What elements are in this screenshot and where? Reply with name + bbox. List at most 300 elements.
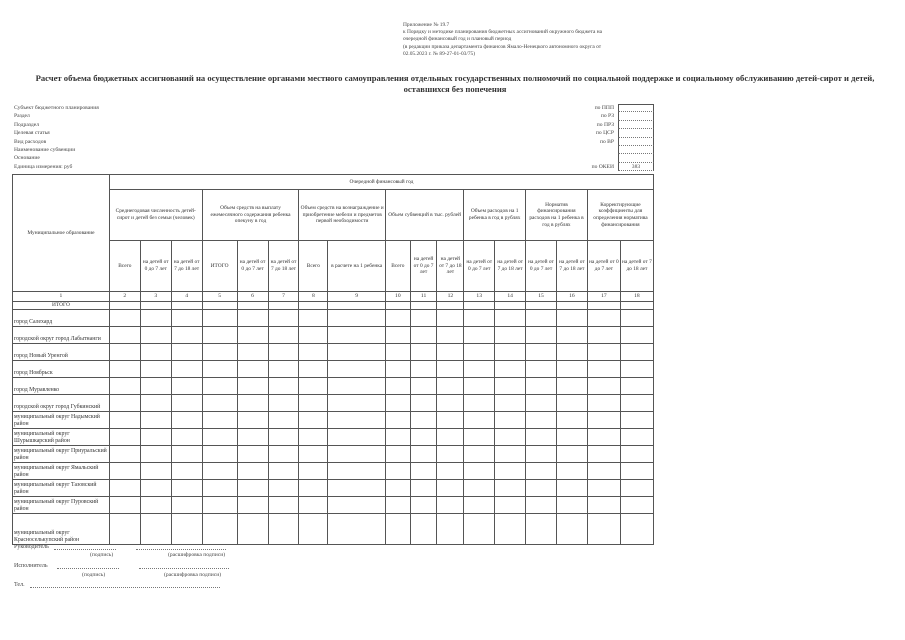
column-number: 7 (268, 292, 299, 302)
table-cell[interactable] (495, 378, 526, 395)
table-cell[interactable] (268, 412, 299, 429)
table-cell[interactable] (268, 446, 299, 463)
table-cell[interactable] (437, 480, 464, 497)
table-cell[interactable] (109, 412, 140, 429)
table-cell[interactable] (464, 514, 495, 545)
table-cell[interactable] (526, 429, 557, 446)
table-cell[interactable] (237, 446, 268, 463)
table-cell[interactable] (437, 412, 464, 429)
meta-code-box (618, 154, 654, 162)
meta-code: по ОКЕИ (591, 163, 614, 170)
table-cell[interactable] (437, 310, 464, 327)
table-cell[interactable] (587, 497, 620, 514)
table-cell[interactable] (171, 497, 202, 514)
subheader-age0-7: на детей от 0 до 7 лет (237, 241, 268, 292)
table-cell[interactable] (495, 310, 526, 327)
table-cell[interactable] (495, 446, 526, 463)
table-cell[interactable] (587, 302, 620, 310)
table-cell[interactable] (410, 361, 437, 378)
table-cell[interactable] (140, 344, 171, 361)
table-row (13, 514, 654, 545)
table-cell[interactable] (171, 412, 202, 429)
table-cell[interactable] (385, 310, 410, 327)
column-number: 16 (556, 292, 587, 302)
table-cell[interactable] (556, 302, 587, 310)
table-cell[interactable] (620, 480, 653, 497)
table-cell[interactable] (620, 395, 653, 412)
executor-signature-line[interactable] (57, 568, 119, 569)
table-cell[interactable] (202, 480, 237, 497)
annex-line: к Порядку и методике планирования бюджетных ассигнований окружного бюджета на (403, 29, 602, 36)
table-cell[interactable] (299, 361, 328, 378)
table-cell[interactable] (328, 361, 386, 378)
table-cell[interactable] (237, 327, 268, 344)
table-cell[interactable] (385, 480, 410, 497)
table-cell[interactable] (237, 497, 268, 514)
meta-code-box (618, 146, 654, 154)
table-cell[interactable] (495, 412, 526, 429)
table-cell[interactable] (464, 310, 495, 327)
table-cell[interactable] (140, 310, 171, 327)
table-cell[interactable] (587, 361, 620, 378)
table-cell[interactable] (437, 463, 464, 480)
table-cell[interactable] (140, 412, 171, 429)
table-cell[interactable] (171, 302, 202, 310)
table-cell[interactable] (299, 463, 328, 480)
table-cell[interactable] (495, 361, 526, 378)
meta-row (14, 129, 654, 137)
table-cell[interactable] (526, 378, 557, 395)
table-cell[interactable] (464, 395, 495, 412)
head-label: Руководитель (14, 544, 49, 550)
table-cell[interactable] (620, 378, 653, 395)
table-row (13, 327, 654, 344)
table-cell[interactable] (556, 446, 587, 463)
meta-label: Единица измерения: руб (14, 163, 73, 170)
table-cell[interactable] (202, 378, 237, 395)
meta-label: Субъект бюджетного планирования (14, 105, 99, 111)
table-cell[interactable] (109, 463, 140, 480)
meta-row (14, 154, 654, 162)
table-cell[interactable] (620, 514, 653, 545)
table-cell[interactable] (328, 310, 386, 327)
table-cell[interactable] (526, 327, 557, 344)
table-cell[interactable] (526, 361, 557, 378)
table-cell[interactable] (495, 480, 526, 497)
table-cell[interactable] (237, 302, 268, 310)
table-cell[interactable] (620, 361, 653, 378)
table-cell[interactable] (202, 344, 237, 361)
column-number: 14 (495, 292, 526, 302)
table-cell[interactable] (140, 514, 171, 545)
phone-input-line[interactable] (30, 587, 220, 588)
table-cell[interactable] (437, 327, 464, 344)
header-fiscal-year: Очередной финансовый год (109, 175, 653, 190)
table-cell[interactable] (437, 378, 464, 395)
table-cell[interactable] (437, 344, 464, 361)
table-cell[interactable] (556, 395, 587, 412)
table-cell[interactable] (109, 429, 140, 446)
table-cell[interactable] (328, 302, 386, 310)
table-cell[interactable] (495, 327, 526, 344)
table-cell[interactable] (526, 412, 557, 429)
table-cell[interactable] (299, 302, 328, 310)
subheader-age0-7: на детей от 0 до 7 лет (587, 241, 620, 292)
table-cell[interactable] (620, 327, 653, 344)
meta-code-box (618, 112, 654, 120)
table-cell[interactable] (237, 429, 268, 446)
table-cell[interactable] (328, 412, 386, 429)
table-cell[interactable] (556, 463, 587, 480)
table-cell[interactable] (437, 446, 464, 463)
table-cell[interactable] (328, 480, 386, 497)
table-cell[interactable] (526, 446, 557, 463)
table-cell[interactable] (385, 446, 410, 463)
table-cell[interactable] (437, 497, 464, 514)
table-cell[interactable] (495, 497, 526, 514)
table-cell[interactable] (556, 480, 587, 497)
table-cell[interactable] (268, 302, 299, 310)
table-row (13, 429, 654, 446)
table-cell[interactable] (556, 344, 587, 361)
table-cell[interactable] (385, 395, 410, 412)
row-municipality-name: город Новый Уренгой (13, 344, 110, 361)
meta-label: Вид расходов (14, 138, 47, 145)
table-cell[interactable] (620, 463, 653, 480)
table-cell[interactable] (202, 514, 237, 545)
table-cell[interactable] (202, 463, 237, 480)
table-cell[interactable] (437, 395, 464, 412)
table-cell[interactable] (587, 412, 620, 429)
table-cell[interactable] (202, 327, 237, 344)
table-cell[interactable] (464, 429, 495, 446)
table-cell[interactable] (140, 497, 171, 514)
table-cell[interactable] (620, 310, 653, 327)
table-cell[interactable] (385, 463, 410, 480)
table-cell[interactable] (620, 446, 653, 463)
table-cell[interactable] (464, 412, 495, 429)
table-row (13, 497, 654, 514)
table-cell[interactable] (556, 514, 587, 545)
table-cell[interactable] (299, 327, 328, 344)
table-cell[interactable] (237, 395, 268, 412)
table-cell[interactable] (237, 344, 268, 361)
table-cell[interactable] (385, 302, 410, 310)
table-cell[interactable] (587, 344, 620, 361)
column-number: 12 (437, 292, 464, 302)
table-cell[interactable] (109, 514, 140, 545)
table-cell[interactable] (556, 310, 587, 327)
table-cell[interactable] (587, 327, 620, 344)
table-cell[interactable] (620, 344, 653, 361)
table-cell[interactable] (495, 344, 526, 361)
column-number: 13 (464, 292, 495, 302)
phone-label: Тел. (14, 582, 25, 588)
table-cell[interactable] (237, 310, 268, 327)
table-cell[interactable] (410, 378, 437, 395)
subheader-age0-7: на детей от 0 до 7 лет (464, 241, 495, 292)
table-cell[interactable] (140, 480, 171, 497)
column-number: 11 (410, 292, 437, 302)
table-cell[interactable] (171, 344, 202, 361)
table-cell[interactable] (171, 463, 202, 480)
table-cell[interactable] (385, 514, 410, 545)
table-cell[interactable] (140, 378, 171, 395)
table-cell[interactable] (410, 514, 437, 545)
table-cell[interactable] (587, 514, 620, 545)
table-cell[interactable] (299, 412, 328, 429)
table-cell[interactable] (587, 480, 620, 497)
table-cell[interactable] (587, 429, 620, 446)
table-cell[interactable] (202, 395, 237, 412)
table-cell[interactable] (410, 480, 437, 497)
table-cell[interactable] (410, 344, 437, 361)
meta-code-box: 383 (618, 163, 654, 171)
row-municipality-name: город Салехард (13, 310, 110, 327)
table-cell[interactable] (202, 361, 237, 378)
table-cell[interactable] (385, 412, 410, 429)
table-cell[interactable] (410, 446, 437, 463)
table-cell[interactable] (385, 378, 410, 395)
subheader-age7-18: на детей от 7 до 18 лет (556, 241, 587, 292)
table-cell[interactable] (410, 412, 437, 429)
table-cell[interactable] (464, 446, 495, 463)
table-cell[interactable] (299, 395, 328, 412)
subheader-age7-18: на детей от 7 до 18 лет (495, 241, 526, 292)
table-cell[interactable] (556, 497, 587, 514)
meta-row (14, 104, 654, 112)
table-cell[interactable] (202, 497, 237, 514)
table-cell[interactable] (299, 446, 328, 463)
table-cell[interactable] (171, 514, 202, 545)
table-cell[interactable] (268, 480, 299, 497)
table-cell[interactable] (620, 302, 653, 310)
head-signature-line[interactable] (54, 549, 116, 550)
table-cell[interactable] (268, 429, 299, 446)
table-cell[interactable] (587, 310, 620, 327)
table-cell[interactable] (587, 463, 620, 480)
table-cell[interactable] (385, 344, 410, 361)
table-cell[interactable] (171, 361, 202, 378)
head-decode-line[interactable] (136, 549, 226, 550)
table-cell[interactable] (587, 395, 620, 412)
subheader-all: Всего (385, 241, 410, 292)
table-cell[interactable] (140, 463, 171, 480)
table-row (13, 310, 654, 327)
table-cell[interactable] (464, 497, 495, 514)
table-cell[interactable] (171, 310, 202, 327)
table-cell[interactable] (237, 412, 268, 429)
table-cell[interactable] (140, 429, 171, 446)
table-cell[interactable] (526, 463, 557, 480)
table-cell[interactable] (268, 327, 299, 344)
table-cell[interactable] (328, 378, 386, 395)
table-cell[interactable] (171, 480, 202, 497)
table-cell[interactable] (109, 361, 140, 378)
table-cell[interactable] (140, 446, 171, 463)
table-cell[interactable] (328, 446, 386, 463)
table-cell[interactable] (268, 310, 299, 327)
table-cell[interactable] (109, 480, 140, 497)
table-cell[interactable] (299, 310, 328, 327)
table-cell[interactable] (237, 463, 268, 480)
subheader-age7-18: на детей от 7 до 18 лет (437, 241, 464, 292)
table-cell[interactable] (268, 514, 299, 545)
table-cell[interactable] (109, 378, 140, 395)
table-cell[interactable] (237, 378, 268, 395)
table-cell[interactable] (268, 395, 299, 412)
table-cell[interactable] (268, 378, 299, 395)
table-cell[interactable] (109, 395, 140, 412)
table-cell[interactable] (556, 412, 587, 429)
table-cell[interactable] (495, 302, 526, 310)
table-cell[interactable] (410, 463, 437, 480)
table-row (13, 344, 654, 361)
table-cell[interactable] (328, 463, 386, 480)
table-cell[interactable] (464, 344, 495, 361)
meta-label: Раздел (14, 113, 30, 120)
column-number: 5 (202, 292, 237, 302)
table-cell[interactable] (237, 514, 268, 545)
table-cell[interactable] (620, 429, 653, 446)
table-cell[interactable] (171, 446, 202, 463)
table-cell[interactable] (526, 497, 557, 514)
table-cell[interactable] (268, 463, 299, 480)
table-cell[interactable] (464, 361, 495, 378)
table-cell[interactable] (109, 344, 140, 361)
table-cell[interactable] (587, 378, 620, 395)
table-cell[interactable] (526, 514, 557, 545)
table-cell[interactable] (299, 497, 328, 514)
table-cell[interactable] (328, 429, 386, 446)
table-cell[interactable] (495, 463, 526, 480)
table-cell[interactable] (526, 302, 557, 310)
table-cell[interactable] (464, 463, 495, 480)
meta-label: Основание (14, 155, 40, 162)
table-cell[interactable] (556, 378, 587, 395)
table-cell[interactable] (464, 327, 495, 344)
table-cell[interactable] (109, 446, 140, 463)
executor-signature-caption: (подпись) (82, 572, 106, 578)
table-cell[interactable] (171, 429, 202, 446)
table-cell[interactable] (620, 412, 653, 429)
table-cell[interactable] (464, 480, 495, 497)
meta-label: Подраздел (14, 121, 40, 128)
table-cell[interactable] (556, 429, 587, 446)
row-municipality-name: городской округ город Лабытнанги (13, 327, 110, 344)
table-cell[interactable] (328, 514, 386, 545)
table-cell[interactable] (140, 327, 171, 344)
table-cell[interactable] (526, 395, 557, 412)
table-cell[interactable] (109, 497, 140, 514)
table-cell[interactable] (620, 497, 653, 514)
table-cell[interactable] (410, 429, 437, 446)
meta-label: Целевая статья (14, 130, 50, 137)
meta-code: по ППП (594, 105, 614, 111)
table-cell[interactable] (437, 429, 464, 446)
table-cell[interactable] (410, 327, 437, 344)
table-cell[interactable] (299, 480, 328, 497)
table-row (13, 361, 654, 378)
table-cell[interactable] (268, 497, 299, 514)
table-cell[interactable] (140, 395, 171, 412)
head-signature-caption: (подпись) (90, 552, 114, 558)
table-cell[interactable] (328, 327, 386, 344)
table-cell[interactable] (268, 344, 299, 361)
meta-block (14, 104, 654, 171)
table-cell[interactable] (109, 310, 140, 327)
table-cell[interactable] (328, 395, 386, 412)
row-municipality-name: муниципальный округ Тазовский район (13, 480, 110, 497)
table-cell[interactable] (410, 310, 437, 327)
table-cell[interactable] (556, 361, 587, 378)
executor-decode-line[interactable] (139, 568, 229, 569)
table-cell[interactable] (140, 302, 171, 310)
table-cell[interactable] (109, 302, 140, 310)
table-cell[interactable] (171, 395, 202, 412)
table-cell[interactable] (237, 361, 268, 378)
table-cell[interactable] (299, 378, 328, 395)
table-cell[interactable] (495, 395, 526, 412)
table-cell[interactable] (495, 514, 526, 545)
table-cell[interactable] (464, 302, 495, 310)
table-cell[interactable] (385, 429, 410, 446)
column-number: 2 (109, 292, 140, 302)
subheader-age0-7: на детей от 0 до 7 лет (410, 241, 437, 292)
table-cell[interactable] (299, 514, 328, 545)
table-cell[interactable] (202, 446, 237, 463)
table-cell[interactable] (526, 480, 557, 497)
table-cell[interactable] (437, 302, 464, 310)
header-group: Объем средств на выплату ежемесячного содержания ребенка опекуну в год (202, 190, 299, 241)
table-cell[interactable] (526, 344, 557, 361)
table-cell[interactable] (385, 361, 410, 378)
table-cell[interactable] (202, 412, 237, 429)
row-municipality-name: муниципальный округ Шурышкарский район (13, 429, 110, 446)
table-cell[interactable] (328, 497, 386, 514)
table-cell[interactable] (385, 497, 410, 514)
table-cell[interactable] (495, 429, 526, 446)
meta-code-box (618, 129, 654, 137)
table-cell[interactable] (410, 302, 437, 310)
table-cell[interactable] (140, 361, 171, 378)
table-cell[interactable] (202, 302, 237, 310)
table-cell[interactable] (526, 310, 557, 327)
table-row (13, 463, 654, 480)
table-cell[interactable] (410, 395, 437, 412)
row-municipality-name: городской округ город Губкинский (13, 395, 110, 412)
table-cell[interactable] (328, 344, 386, 361)
table-cell[interactable] (237, 480, 268, 497)
table-cell[interactable] (385, 327, 410, 344)
table-cell[interactable] (464, 378, 495, 395)
table-cell[interactable] (437, 361, 464, 378)
table-cell[interactable] (587, 446, 620, 463)
table-cell[interactable] (202, 310, 237, 327)
table-cell[interactable] (171, 378, 202, 395)
table-cell[interactable] (109, 327, 140, 344)
table-cell[interactable] (556, 327, 587, 344)
table-cell[interactable] (410, 497, 437, 514)
row-municipality-name: муниципальный округ Надымский район (13, 412, 110, 429)
table-row (13, 412, 654, 429)
table-cell[interactable] (268, 361, 299, 378)
table-cell[interactable] (437, 514, 464, 545)
table-cell[interactable] (202, 429, 237, 446)
table-cell[interactable] (299, 429, 328, 446)
table-cell[interactable] (299, 344, 328, 361)
table-cell[interactable] (171, 327, 202, 344)
